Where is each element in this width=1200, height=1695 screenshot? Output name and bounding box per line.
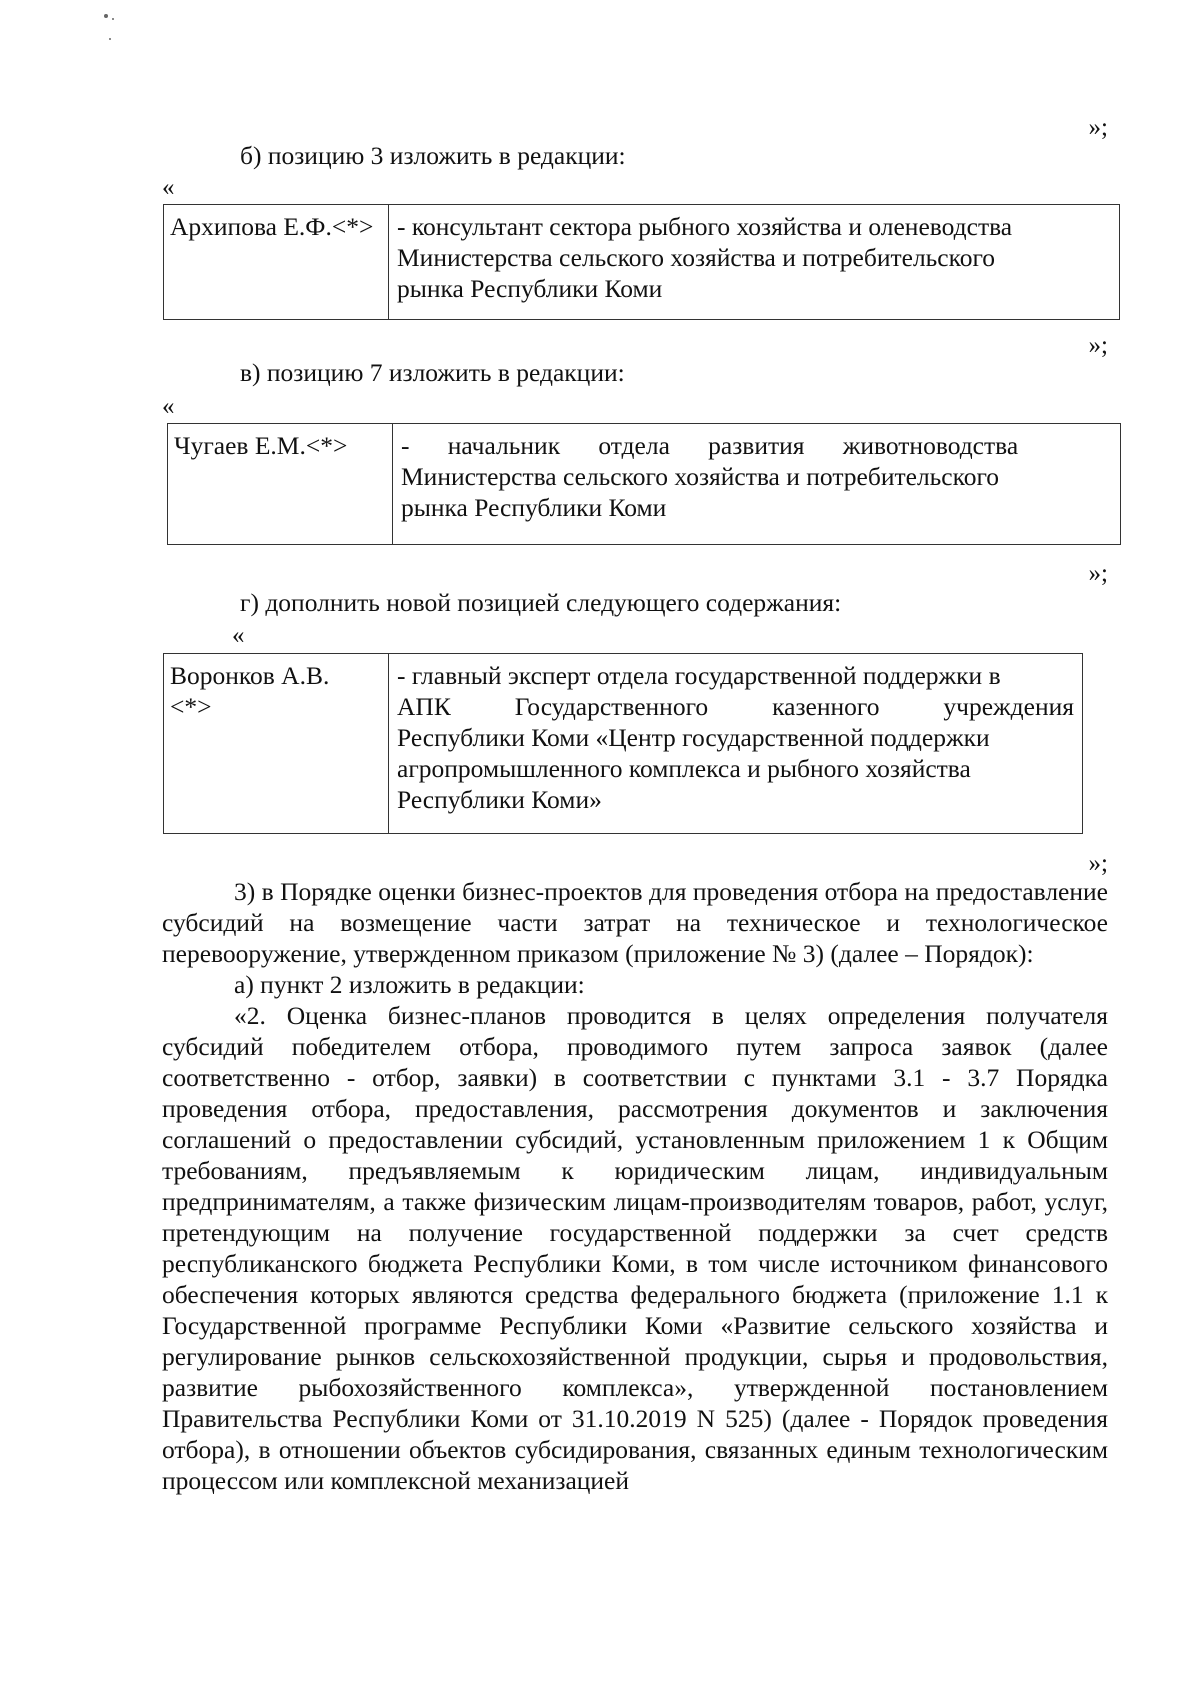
description-line: рынка Республики Коми <box>401 493 667 522</box>
position-description-cell <box>393 424 1121 545</box>
person-name-cell <box>168 424 393 545</box>
description-line: рынка Республики Коми <box>397 274 663 303</box>
description-line: Министерства сельского хозяйства и потребительского <box>401 462 1000 491</box>
scan-speck <box>104 14 108 18</box>
closing-quote-mark: »; <box>1088 114 1108 141</box>
opening-quote-mark: « <box>232 622 245 649</box>
opening-quote-mark: « <box>162 174 175 201</box>
description-line: АПК Государственного казенного учреждения <box>397 692 1074 721</box>
description-line: - начальник отдела развития животноводства <box>401 431 1019 460</box>
position-table-g <box>163 653 1083 834</box>
person-name: Архипова Е.Ф.<*> <box>170 212 374 241</box>
person-name-note: <*> <box>170 692 212 721</box>
person-name: Чугаев Е.М.<*> <box>174 431 348 460</box>
opening-quote-mark: « <box>162 393 175 420</box>
scan-speck <box>112 18 114 20</box>
person-name: Воронков А.В. <box>170 661 330 690</box>
description-line: - главный эксперт отдела государственной поддержки в <box>397 661 1001 690</box>
description-line: Министерства сельского хозяйства и потребительского <box>397 243 996 272</box>
body-text <box>162 876 1108 1496</box>
paragraph-2: «2. Оценка бизнес-планов проводится в целях определения получателя субсидий победителем отбора, проводимого путем запроса заявок (далее соответственно - отбор, заявки) в соответствии с пунктами 3.1 - 3.7 Порядка проведения отбора, предоставления, рассмотрения документов и заключения соглашений о предоставлении субсидий, установленным приложением 1 к Общим требованиям, предъявляемым к юридическим лицам, индивидуальным предпринимателям, а также физическим лицам-производителям товаров, работ, услуг, претендующим на получение государственной поддержки за счет средств республиканского бюджета Республики Коми, в том числе источником финансового обеспечения которых являются средства федерального бюджета (приложение 1.1 к Государственной программе Республики Коми «Развитие сельского хозяйства и регулирование рынков сельскохозяйственной продукции, сырья и продовольствия, развитие рыбохозяйственного комплекса», утвержденной постановлением Правительства Республики Коми от 31.10.2019 N 525) (далее - Порядок проведения отбора), в отношении объектов субсидирования, связанных единым технологическим процессом или комплексной механизацией <box>162 1001 1108 1495</box>
instruction-b: б) позицию 3 изложить в редакции: <box>240 141 626 170</box>
person-name-cell <box>164 205 389 320</box>
scan-speck <box>109 38 111 40</box>
instruction-g: г) дополнить новой позицией следующего содержания: <box>240 588 842 617</box>
paragraph-3: 3) в Порядке оценки бизнес-проектов для проведения отбора на предоставление субсидий на возмещение части затрат на техническое и технологическое перевооружение, утвержденном приказом (приложение № 3) (далее – Порядок): <box>162 877 1108 968</box>
closing-quote-mark: »; <box>1088 850 1108 877</box>
table-row <box>168 424 1121 545</box>
description-line: - консультант сектора рыбного хозяйства и оленеводства <box>397 212 1013 241</box>
closing-quote-mark: »; <box>1088 332 1108 359</box>
description-line: Республики Коми» <box>397 785 602 814</box>
person-name-cell <box>164 654 389 834</box>
position-description-cell <box>389 205 1120 320</box>
table-row <box>164 205 1120 320</box>
table-row <box>164 654 1083 834</box>
position-table-v <box>167 423 1121 545</box>
closing-quote-mark: »; <box>1088 560 1108 587</box>
paragraph-a: а) пункт 2 изложить в редакции: <box>234 970 585 999</box>
position-description-cell <box>389 654 1083 834</box>
position-table-b <box>163 204 1120 320</box>
description-line: Республики Коми «Центр государственной поддержки <box>397 723 990 752</box>
instruction-v: в) позицию 7 изложить в редакции: <box>240 358 625 387</box>
description-line: агропромышленного комплекса и рыбного хозяйства <box>397 754 971 783</box>
